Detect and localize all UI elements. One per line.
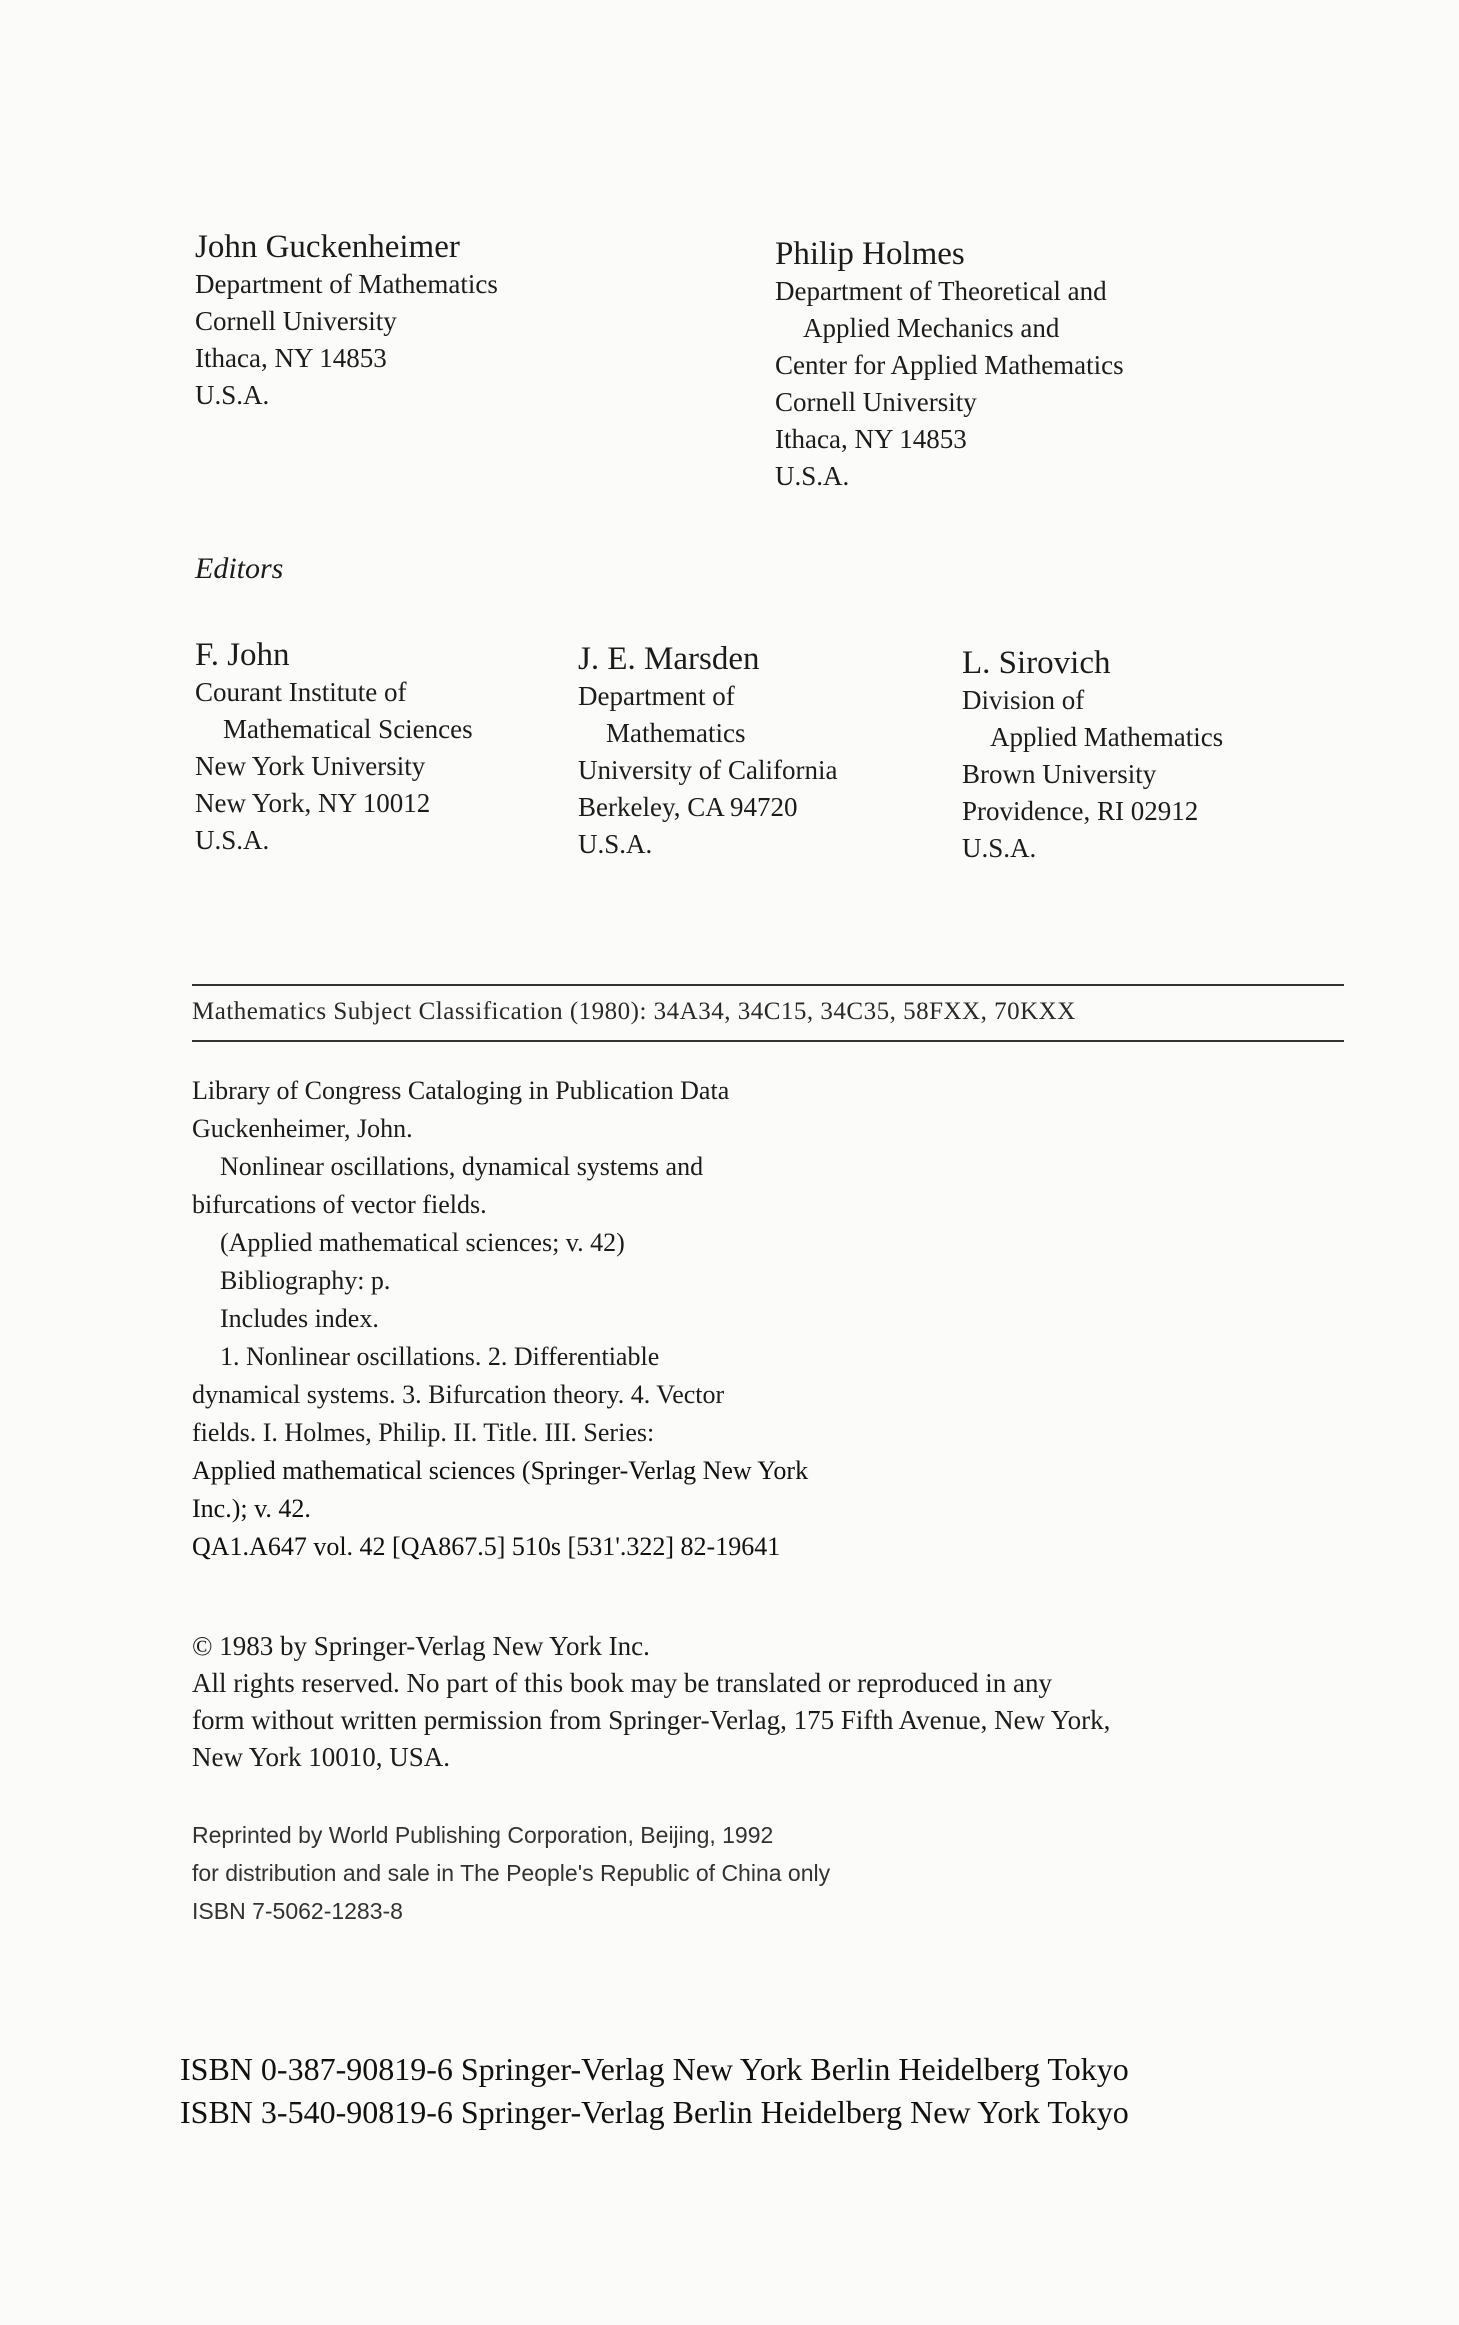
- cip-line: Inc.); v. 42.: [192, 1494, 311, 1523]
- isbn-block: [180, 2048, 1129, 2134]
- author-name: John Guckenheimer: [195, 229, 460, 265]
- editor-affiliation-line: Mathematics: [606, 718, 746, 748]
- editor-name: F. John: [195, 637, 290, 673]
- cip-line: Includes index.: [220, 1304, 379, 1333]
- cip-line: Guckenheimer, John.: [192, 1114, 413, 1143]
- reprint-line: Reprinted by World Publishing Corporation, Beijing, 1992: [192, 1822, 774, 1848]
- editor-john: [195, 636, 473, 859]
- cip-line: 1. Nonlinear oscillations. 2. Differentiable: [220, 1342, 660, 1371]
- subject-classification: Mathematics Subject Classification (1980): 34A34, 34C15, 34C35, 58FXX, 70KXX: [192, 998, 1076, 1025]
- isbn-line: ISBN 3-540-90819-6 Springer-Verlag Berlin Heidelberg New York Tokyo: [180, 2094, 1129, 2130]
- author-affiliation-line: Applied Mechanics and: [803, 313, 1060, 343]
- author-affiliation-line: Ithaca, NY 14853: [775, 424, 967, 454]
- reprint-line: for distribution and sale in The People's Republic of China only: [192, 1860, 831, 1886]
- cip-line: dynamical systems. 3. Bifurcation theory. 4. Vector: [192, 1380, 725, 1409]
- editor-affiliation-line: Department of: [578, 681, 735, 711]
- editor-name: J. E. Marsden: [578, 641, 760, 677]
- cip-line: fields. I. Holmes, Philip. II. Title. III. Series:: [192, 1418, 655, 1447]
- bottom-rule: [192, 1040, 1344, 1042]
- rights-line: All rights reserved. No part of this book may be translated or reproduced in any: [192, 1668, 1053, 1698]
- rights-line: New York 10010, USA.: [192, 1742, 451, 1772]
- editor-name: L. Sirovich: [962, 645, 1111, 681]
- cip-line: Bibliography: p.: [220, 1266, 391, 1295]
- author-holmes: [775, 235, 1124, 495]
- author-affiliation-line: Ithaca, NY 14853: [195, 343, 387, 373]
- top-rule: [192, 984, 1344, 986]
- author-affiliation-line: U.S.A.: [775, 461, 850, 491]
- editor-affiliation-line: Applied Mathematics: [990, 722, 1224, 752]
- editor-affiliation-line: New York, NY 10012: [195, 788, 431, 818]
- author-affiliation-line: Cornell University: [775, 387, 977, 417]
- editor-affiliation-line: Mathematical Sciences: [223, 714, 473, 744]
- editor-affiliation-line: New York University: [195, 751, 426, 781]
- editor-sirovich: [962, 644, 1223, 867]
- cataloging-in-publication: [192, 1072, 808, 1566]
- cip-line: bifurcations of vector fields.: [192, 1190, 487, 1219]
- copyright-line: © 1983 by Springer-Verlag New York Inc.: [192, 1631, 650, 1661]
- reprint-note: [192, 1816, 830, 1930]
- author-guckenheimer: [195, 228, 498, 414]
- cip-call-number: QA1.A647 vol. 42 [QA867.5] 510s [531'.322] 82-19641: [192, 1532, 781, 1561]
- reprint-isbn: ISBN 7-5062-1283-8: [192, 1898, 403, 1924]
- editor-affiliation-line: Division of: [962, 685, 1085, 715]
- copyright-notice: [192, 1628, 1110, 1776]
- rights-line: form without written permission from Springer-Verlag, 175 Fifth Avenue, New York,: [192, 1705, 1111, 1735]
- author-name: Philip Holmes: [775, 236, 965, 272]
- cip-line: (Applied mathematical sciences; v. 42): [220, 1228, 625, 1257]
- author-affiliation-line: Department of Mathematics: [195, 269, 498, 299]
- author-affiliation-line: Center for Applied Mathematics: [775, 350, 1124, 380]
- editor-affiliation-line: University of California: [578, 755, 838, 785]
- author-affiliation-line: Cornell University: [195, 306, 397, 336]
- editor-affiliation-line: Courant Institute of: [195, 677, 407, 707]
- author-affiliation-line: U.S.A.: [195, 380, 270, 410]
- editor-affiliation-line: Berkeley, CA 94720: [578, 792, 798, 822]
- editor-affiliation-line: U.S.A.: [962, 833, 1037, 863]
- editor-affiliation-line: U.S.A.: [195, 825, 270, 855]
- editor-affiliation-line: Brown University: [962, 759, 1157, 789]
- isbn-line: ISBN 0-387-90819-6 Springer-Verlag New York Berlin Heidelberg Tokyo: [180, 2051, 1129, 2087]
- author-affiliation-line: Department of Theoretical and: [775, 276, 1107, 306]
- cip-line: Nonlinear oscillations, dynamical systems and: [220, 1152, 704, 1181]
- cip-line: Applied mathematical sciences (Springer-Verlag New York: [192, 1456, 809, 1485]
- editor-affiliation-line: U.S.A.: [578, 829, 653, 859]
- editors-heading: Editors: [195, 552, 284, 585]
- editor-affiliation-line: Providence, RI 02912: [962, 796, 1199, 826]
- cip-heading: Library of Congress Cataloging in Publication Data: [192, 1076, 730, 1105]
- editor-marsden: [578, 640, 837, 863]
